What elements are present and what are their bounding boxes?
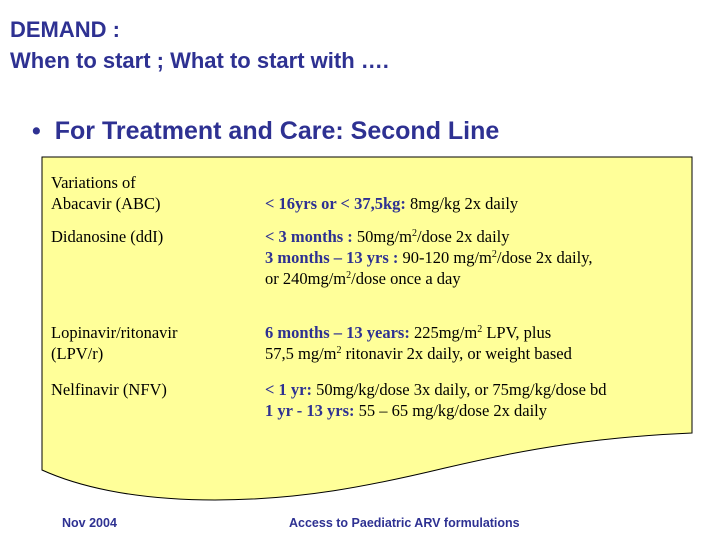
dose-line [265,343,685,364]
footer-title: Access to Paediatric ARV formulations [289,516,520,530]
dose-line [265,226,685,247]
dose-text: 50mg/kg/dose 3x daily, or 75mg/kg/dose bd [311,380,607,399]
dose-condition: < 3 months : [265,227,353,246]
drug-name-line-2: (LPV/r) [51,344,104,363]
drug-name-line-1: Variations of [51,173,136,192]
dose-text: 8mg/kg 2x daily [405,194,519,213]
drug-name-line-1: Lopinavir/ritonavir [51,323,178,342]
dose-condition: < 1 yr: [265,380,312,399]
dose-info [265,193,685,214]
dose-text: 225mg/m [409,323,478,342]
dose-info [265,226,685,289]
bullet-marker: • [32,117,41,145]
dose-text: ritonavir 2x daily, or weight based [341,344,572,363]
dose-superscript: 2 [477,324,483,335]
drug-name [51,322,256,364]
dose-condition: < 16yrs or < 37,5kg: [265,194,406,213]
dose-condition: 3 months – 13 yrs : [265,248,399,267]
slide-title-line-2: When to start ; What to start with …. [10,48,389,73]
dose-text: /dose 2x daily [416,227,510,246]
dose-superscript: 2 [346,270,352,281]
footer-date: Nov 2004 [62,516,117,530]
dose-info [265,322,685,364]
dose-text: or 240mg/m [265,269,347,288]
dose-text: 57,5 mg/m [265,344,337,363]
dose-superscript: 2 [336,345,342,356]
dose-condition: 6 months – 13 years: [265,323,410,342]
dose-condition: 1 yr - 13 yrs: [265,401,355,420]
dose-line [265,268,685,289]
dose-superscript: 2 [491,249,497,260]
dose-text: 90-120 mg/m [398,248,492,267]
slide-title-line-1: DEMAND : [10,17,120,42]
dose-text: 55 – 65 mg/kg/dose 2x daily [354,401,548,420]
drug-name-line-2: Abacavir (ABC) [51,194,161,213]
bullet-text: For Treatment and Care: Second Line [54,117,500,145]
dose-line [265,400,685,421]
dose-text: LPV, plus [482,323,552,342]
dose-superscript: 2 [411,228,417,239]
dose-info [265,379,685,421]
dose-line [265,247,685,268]
dose-line [265,322,685,343]
drug-name [51,172,256,214]
dose-text: /dose 2x daily, [496,248,593,267]
drug-name: Didanosine (ddI) [51,227,164,246]
dose-text: 50mg/m [352,227,412,246]
dose-line [265,379,685,400]
drug-name: Nelfinavir (NFV) [51,380,167,399]
dose-text: /dose once a day [351,269,461,288]
